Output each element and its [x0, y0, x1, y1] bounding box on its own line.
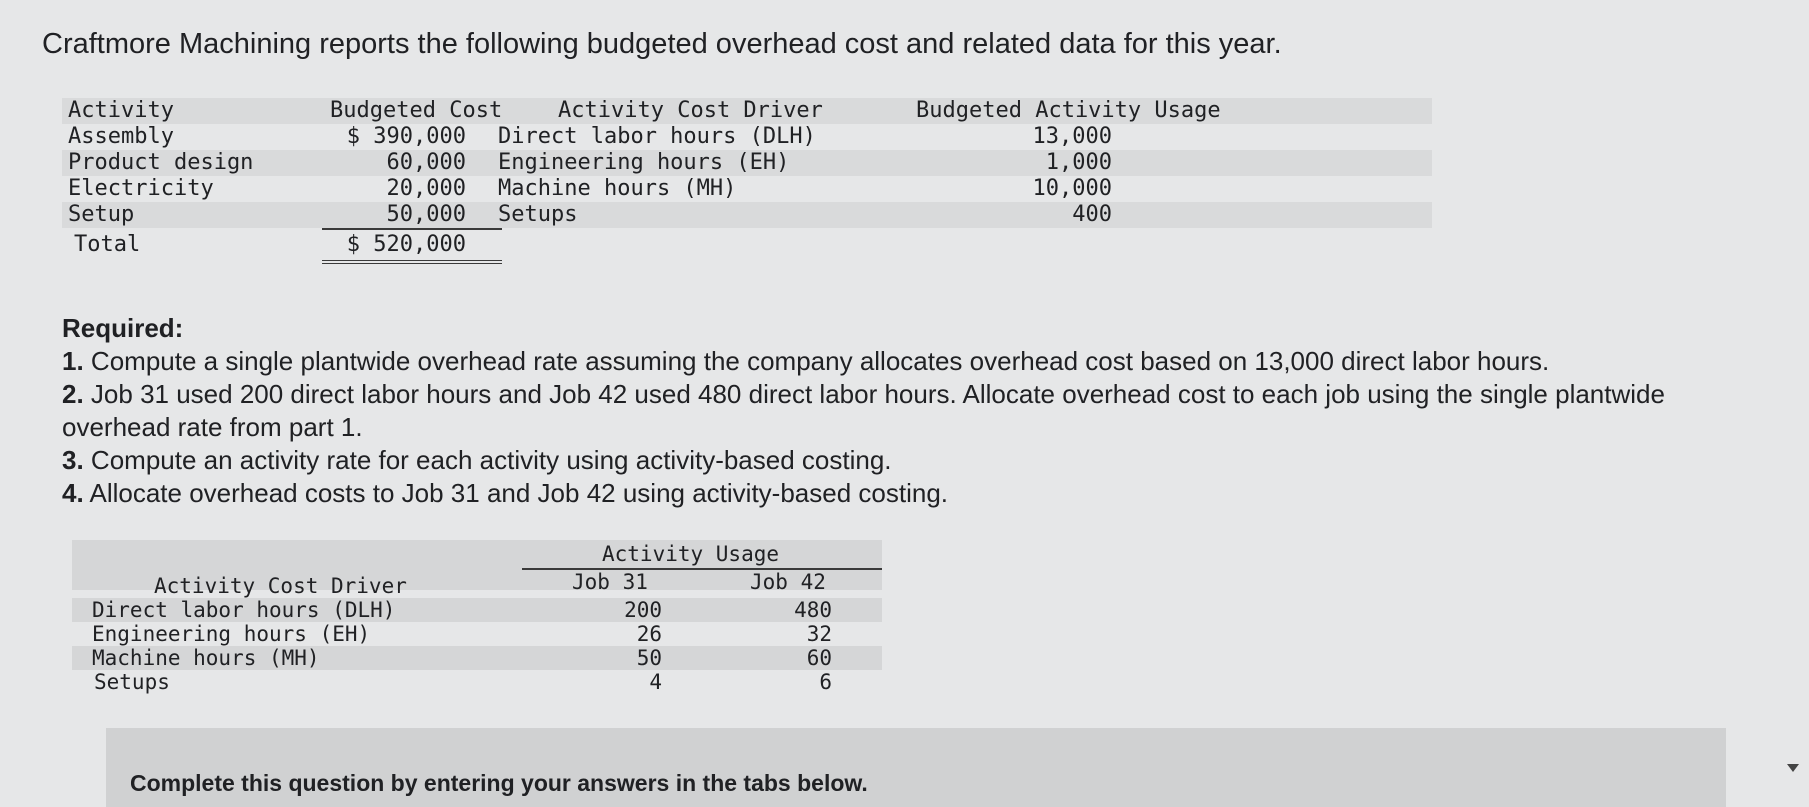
instruction-text: Complete this question by entering your answers in the tabs below.: [130, 770, 868, 796]
header-activity-cost-driver: Activity Cost Driver: [558, 98, 823, 123]
table-row-activity: Assembly: [68, 124, 174, 149]
header-job-42: Job 42: [750, 570, 826, 594]
budgeted-overhead-table: [62, 98, 1432, 284]
required-item: [62, 444, 1752, 477]
total-double-rule-top: [322, 260, 502, 261]
table-row-job31: 50: [636, 646, 662, 670]
table-row-driver: Setups: [94, 670, 170, 694]
required-item: [62, 345, 1752, 378]
header-budgeted-activity-usage: Budgeted Activity Usage: [916, 98, 1221, 123]
table-row-driver: Direct labor hours (DLH): [92, 598, 396, 622]
required-section: [62, 312, 1752, 510]
table-row-driver: Engineering hours (EH): [498, 150, 790, 175]
total-double-rule-bottom: [322, 263, 502, 264]
item-text: Allocate overhead costs to Job 31 and Job 42 using activity-based costing.: [89, 478, 949, 508]
table-row-usage: 10,000: [1032, 176, 1112, 201]
total-cost: $ 520,000: [346, 232, 466, 257]
table-row-driver: Direct labor hours (DLH): [498, 124, 816, 149]
item-text: Job 31 used 200 direct labor hours and Job 42 used 480 direct labor hours. Allocate overhead cost to each job using the single plantwide overhead rate from part 1.: [62, 379, 1665, 442]
table-row-activity: Setup: [68, 202, 135, 227]
table-row-job42: 6: [819, 670, 832, 694]
table-row-cost: 50,000: [386, 202, 466, 227]
header-activity-cost-driver: Activity Cost Driver: [154, 574, 407, 598]
table-row-driver: Setups: [498, 202, 578, 227]
item-number: 3.: [62, 445, 84, 475]
table-row-usage: 13,000: [1032, 124, 1112, 149]
table-row-job31: 200: [624, 598, 662, 622]
item-text: Compute an activity rate for each activity using activity-based costing.: [90, 445, 892, 475]
table-row-stripe: [62, 202, 1432, 228]
table-row-job31: 4: [649, 670, 662, 694]
item-number: 1.: [62, 346, 84, 376]
activity-usage-table: [72, 540, 882, 720]
total-label: Total: [74, 232, 141, 257]
item-text: Compute a single plantwide overhead rate assuming the company allocates overhead cost based on 13,000 direct labor hours.: [90, 346, 1550, 376]
table-row-driver: Machine hours (MH): [498, 176, 737, 201]
table-row-job31: 26: [636, 622, 662, 646]
header-job-31: Job 31: [572, 570, 648, 594]
chevron-down-icon: [1787, 764, 1799, 772]
table-row-cost: $ 390,000: [346, 124, 466, 149]
table-row-cost: 60,000: [386, 150, 466, 175]
table-row-usage: 400: [1072, 202, 1112, 227]
table-row-driver: Engineering hours (EH): [92, 622, 371, 646]
required-title: Required:: [62, 313, 184, 343]
item-number: 2.: [62, 379, 84, 409]
table-row-activity: Product design: [68, 150, 254, 175]
table-row-usage: 1,000: [1045, 150, 1112, 175]
header-activity-usage: Activity Usage: [602, 542, 780, 566]
required-item: [62, 477, 1752, 510]
required-item: [62, 378, 1752, 444]
table-row-activity: Electricity: [68, 176, 214, 201]
header-activity: Activity: [68, 98, 174, 123]
item-number: 4.: [62, 478, 84, 508]
subtotal-rule: [322, 228, 502, 230]
table-row-job42: 32: [806, 622, 832, 646]
header-budgeted-cost: Budgeted Cost: [330, 98, 503, 123]
table-row-driver: Machine hours (MH): [92, 646, 320, 670]
table-row-job42: 480: [794, 598, 832, 622]
table-row-cost: 20,000: [386, 176, 466, 201]
table-row-job42: 60: [806, 646, 832, 670]
intro-text: Craftmore Machining reports the following budgeted overhead cost and related data for this year.: [42, 28, 1282, 60]
